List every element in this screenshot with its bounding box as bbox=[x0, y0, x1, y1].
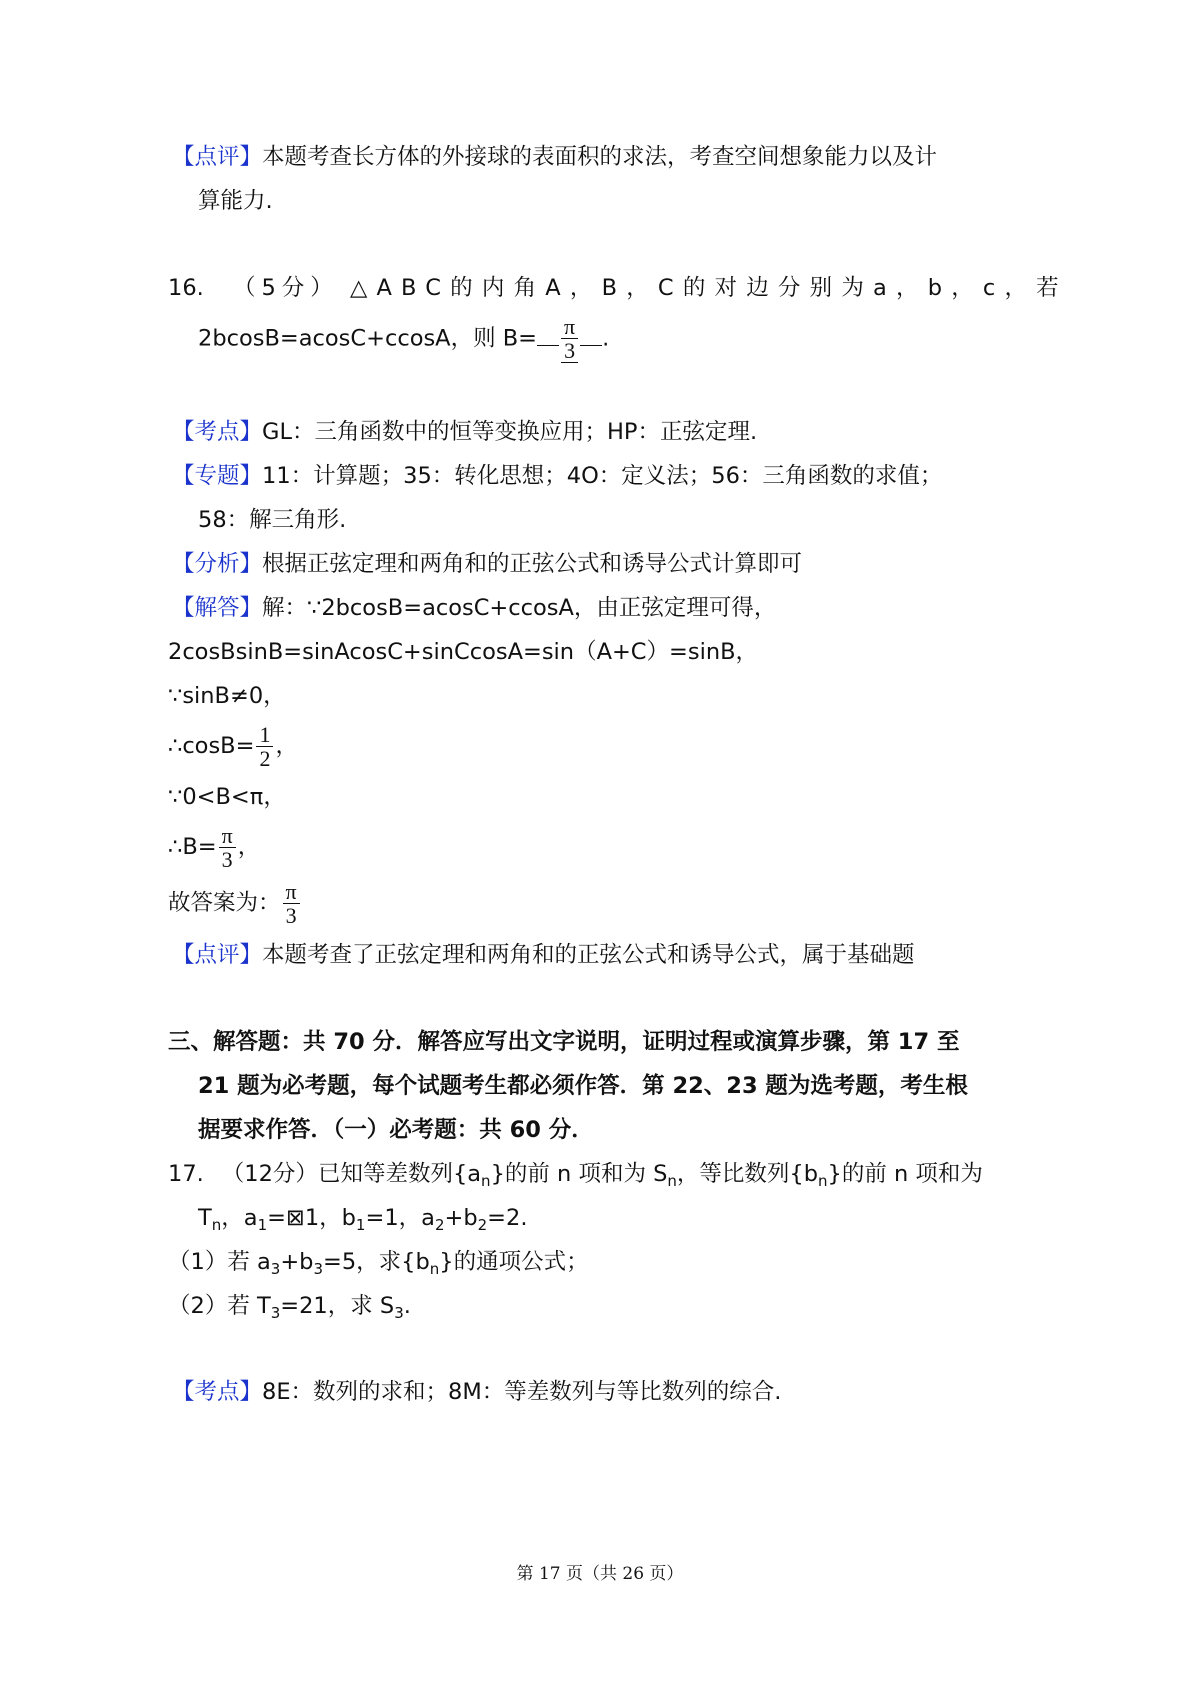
q16-stem-line-1 bbox=[168, 277, 1068, 300]
q16-stem: △ABC的内角A，B，C的对边分别为a，b，c，若 bbox=[349, 275, 1068, 301]
cosb-fraction: $\frac{1}{2}$ bbox=[256, 723, 273, 770]
q16-step-2: ∵sinB≠0， bbox=[168, 683, 286, 709]
q16-kaodian: 【考点】GL：三角函数中的恒等变换应用；HP：正弦定理. bbox=[172, 419, 758, 445]
q17-score: （12分） bbox=[221, 1161, 318, 1187]
page-footer: 第 17 页（共 26 页） bbox=[516, 1564, 684, 1584]
tag-fenxi: 【分析】 bbox=[172, 551, 263, 577]
q17-part-2: （2）若 $T_3=21$，求 $S_3$. bbox=[168, 1293, 411, 1322]
tag-kaodian-2: 【考点】 bbox=[172, 1379, 263, 1405]
q16-answer-fraction: $\frac{\pi}{3}$ bbox=[561, 315, 578, 363]
b-fraction: $\frac{\pi}{3}$ bbox=[219, 824, 236, 871]
q17-part-1: （1）若 $a_3+b_3=5$，求$\{b_n\}$的通项公式； bbox=[168, 1249, 589, 1278]
q16-number: 16. bbox=[168, 275, 204, 301]
q16-step-5: ∴B= $\frac{\pi}{3}$ ， bbox=[168, 823, 261, 873]
q17-number: 17. bbox=[168, 1161, 204, 1187]
q16-zhuanti-line-1: 【专题】11：计算题；35：转化思想；4O：定义法；56：三角函数的求值； bbox=[172, 463, 943, 489]
tag-zhuanti: 【专题】 bbox=[172, 463, 263, 489]
tag-jieda: 【解答】 bbox=[172, 595, 263, 621]
q16-dianping: 【点评】本题考查了正弦定理和两角和的正弦公式和诱导公式，属于基础题 bbox=[172, 942, 915, 968]
final-fraction: $\frac{\pi}{3}$ bbox=[283, 880, 300, 927]
q16-zhuanti-line-2: 58：解三角形. bbox=[198, 507, 347, 533]
prev-review-line-2: 算能力. bbox=[198, 188, 273, 214]
q17-stem-line-1: 17. （12分）已知等差数列$\{a_n\}$的前 n 项和为 $S_n$，等比数列$\{b_n\}$的前 n 项和为 bbox=[168, 1161, 983, 1190]
tag-kaodian: 【考点】 bbox=[172, 419, 263, 445]
q16-step-3: ∴cosB= $\frac{1}{2}$ ， bbox=[168, 722, 298, 772]
q17-stem-line-2: $T_n$，$a_1=⊠1$，$b_1=1$，$a_2+b_2=2$. bbox=[198, 1205, 528, 1234]
tag-dianping-2: 【点评】 bbox=[172, 942, 263, 968]
q17-kaodian: 【考点】8E：数列的求和；8M：等差数列与等比数列的综合. bbox=[172, 1379, 782, 1405]
q16-step-4: ∵0<B<π， bbox=[168, 784, 286, 810]
q16-score: （5分） bbox=[232, 275, 339, 301]
section3-line-1: 三、解答题：共 70 分．解答应写出文字说明，证明过程或演算步骤，第 17 至 bbox=[168, 1029, 960, 1055]
section3-line-2: 21 题为必考题，每个试题考生都必须作答．第 22、23 题为选考题，考生根 bbox=[198, 1073, 968, 1099]
q16-stem-line-2: 2bcosB=acosC+ccosA，则 B= $\frac{\pi}{3}$ . bbox=[198, 314, 610, 364]
section3-line-3: 据要求作答．（一）必考题：共 60 分． bbox=[198, 1117, 594, 1143]
q16-final-answer: 故答案为： $\frac{\pi}{3}$ bbox=[168, 880, 302, 927]
q16-fenxi: 【分析】根据正弦定理和两角和的正弦公式和诱导公式计算即可 bbox=[172, 551, 803, 577]
q16-step-1: 2cosBsinB=sinAcosC+sinCcosA=sin（A+C）=sinB， bbox=[168, 639, 759, 665]
tag-dianping: 【点评】 bbox=[172, 144, 263, 170]
prev-review-line-1: 【点评】本题考查长方体的外接球的表面积的求法，考查空间想象能力以及计 bbox=[172, 144, 938, 170]
q16-jieda: 【解答】解：∵2bcosB=acosC+ccosA，由正弦定理可得， bbox=[172, 595, 777, 621]
